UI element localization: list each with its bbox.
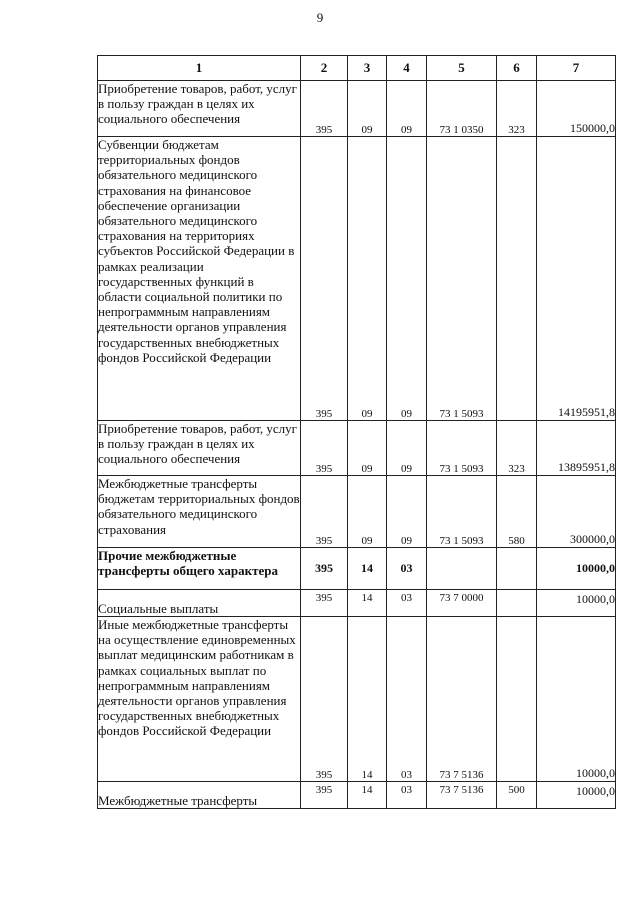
subsection-cell: 09 [387,81,427,137]
code-cell: 395 [301,476,348,548]
row-description: Социальные выплаты [98,590,301,617]
table-row [98,137,616,421]
row-description: Межбюджетные трансферты бюджетам территориальных фондов обязательного медицинского страхования [98,476,301,548]
amount-cell: 10000,0 [537,782,616,809]
row-description: Приобретение товаров, работ, услуг в пользу граждан в целях их социального обеспечения [98,421,301,476]
target-article-cell: 73 7 0000 [427,590,497,617]
expense-type-cell [497,137,537,421]
table-row [98,548,616,590]
column-header: 2 [301,56,348,81]
section-cell: 14 [348,548,387,590]
section-cell: 09 [348,476,387,548]
column-header: 6 [497,56,537,81]
table-row [98,421,616,476]
column-header: 4 [387,56,427,81]
expense-type-cell: 323 [497,421,537,476]
expense-type-cell [497,617,537,782]
expense-type-cell: 323 [497,81,537,137]
amount-cell: 10000,0 [537,590,616,617]
target-article-cell [427,548,497,590]
expense-type-cell: 500 [497,782,537,809]
target-article-cell: 73 7 5136 [427,617,497,782]
page-number: 9 [316,10,324,25]
subsection-cell: 03 [387,782,427,809]
table-row [98,81,616,137]
table-row [98,617,616,782]
subsection-cell: 09 [387,137,427,421]
row-description: Прочие межбюджетные трансферты общего характера [98,548,301,590]
section-cell: 09 [348,137,387,421]
code-cell: 395 [301,782,348,809]
section-cell: 09 [348,421,387,476]
subsection-cell: 09 [387,476,427,548]
table-row [98,590,616,617]
amount-cell: 13895951,8 [537,421,616,476]
expense-type-cell: 580 [497,476,537,548]
amount-cell: 10000,0 [537,548,616,590]
section-cell: 09 [348,81,387,137]
amount-cell: 10000,0 [537,617,616,782]
section-cell: 14 [348,782,387,809]
table-row [98,476,616,548]
row-description: Субвенции бюджетам территориальных фондов обязательного медицинского страхования на финансовое обеспечение организации обязательного медицинского страхования на территориях субъектов Российской Федерации в рамках реализации государственных функций в области социальной политики по непрограммным направлениям деятельности органов управления государственных внебюджетных фондов Российской Федерации [98,137,301,421]
header-row [98,56,616,81]
amount-cell: 14195951,8 [537,137,616,421]
target-article-cell: 73 1 0350 [427,81,497,137]
subsection-cell: 03 [387,590,427,617]
column-header: 7 [537,56,616,81]
table-row [98,782,616,809]
subsection-cell: 09 [387,421,427,476]
target-article-cell: 73 1 5093 [427,476,497,548]
expense-type-cell [497,590,537,617]
section-cell: 14 [348,617,387,782]
column-header: 3 [348,56,387,81]
subsection-cell: 03 [387,617,427,782]
amount-cell: 300000,0 [537,476,616,548]
section-cell: 14 [348,590,387,617]
target-article-cell: 73 1 5093 [427,137,497,421]
amount-cell: 150000,0 [537,81,616,137]
budget-table [97,55,616,809]
row-description: Межбюджетные трансферты [98,782,301,809]
column-header: 1 [98,56,301,81]
column-header: 5 [427,56,497,81]
code-cell: 395 [301,590,348,617]
row-description: Иные межбюджетные трансферты на осуществление единовременных выплат медицинским работникам в рамках социальных выплат по непрограммным направлениям деятельности органов управления государственных внебюджетных фондов Российской Федерации [98,617,301,782]
target-article-cell: 73 1 5093 [427,421,497,476]
code-cell: 395 [301,617,348,782]
subsection-cell: 03 [387,548,427,590]
row-description: Приобретение товаров, работ, услуг в пользу граждан в целях их социального обеспечения [98,81,301,137]
code-cell: 395 [301,137,348,421]
code-cell: 395 [301,81,348,137]
expense-type-cell [497,548,537,590]
code-cell: 395 [301,421,348,476]
code-cell: 395 [301,548,348,590]
target-article-cell: 73 7 5136 [427,782,497,809]
